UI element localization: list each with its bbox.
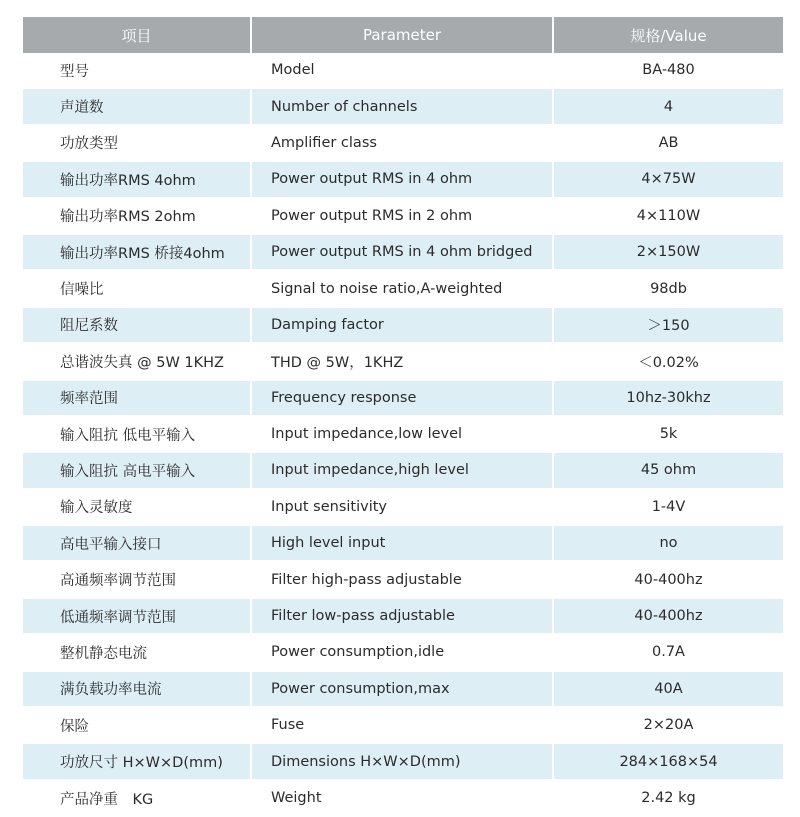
- table-header: [23, 17, 783, 53]
- table-row: [23, 235, 783, 271]
- cell-value: ＜0.02%: [554, 344, 783, 380]
- cell-value: 4: [554, 89, 783, 125]
- cell-parameter: Power consumption,idle: [252, 635, 554, 671]
- cell-parameter: Dimensions H×W×D(mm): [252, 744, 554, 780]
- cell-parameter: Damping factor: [252, 308, 554, 344]
- cell-chinese-label: 产品净重 KG: [23, 781, 252, 817]
- table-row: [23, 599, 783, 635]
- cell-parameter: Input impedance,high level: [252, 453, 554, 489]
- cell-value: 284×168×54: [554, 744, 783, 780]
- table-row: [23, 453, 783, 489]
- cell-chinese-label: 输入灵敏度: [23, 490, 252, 526]
- cell-chinese-label: 整机静态电流: [23, 635, 252, 671]
- cell-chinese-label: 高通频率调节范围: [23, 562, 252, 598]
- cell-value: 40-400hz: [554, 599, 783, 635]
- cell-parameter: Weight: [252, 781, 554, 817]
- cell-value: no: [554, 526, 783, 562]
- header-cn: 项目: [23, 17, 252, 53]
- table-row: [23, 490, 783, 526]
- cell-chinese-label: 输入阻抗 高电平输入: [23, 453, 252, 489]
- cell-value: 2×150W: [554, 235, 783, 271]
- cell-parameter: THD @ 5W，1KHZ: [252, 344, 554, 380]
- cell-parameter: Filter low-pass adjustable: [252, 599, 554, 635]
- table-row: [23, 635, 783, 671]
- cell-parameter: Input sensitivity: [252, 490, 554, 526]
- cell-value: 98db: [554, 271, 783, 307]
- table-row: [23, 162, 783, 198]
- cell-parameter: Signal to noise ratio,A-weighted: [252, 271, 554, 307]
- table-row: [23, 417, 783, 453]
- cell-value: 45 ohm: [554, 453, 783, 489]
- cell-chinese-label: 功放类型: [23, 126, 252, 162]
- cell-value: 5k: [554, 417, 783, 453]
- cell-chinese-label: 输出功率RMS 2ohm: [23, 199, 252, 235]
- spec-table: [23, 17, 783, 817]
- cell-chinese-label: 输出功率RMS 桥接4ohm: [23, 235, 252, 271]
- cell-value: BA-480: [554, 53, 783, 89]
- cell-value: 1-4V: [554, 490, 783, 526]
- cell-chinese-label: 功放尺寸 H×W×D(mm): [23, 744, 252, 780]
- cell-parameter: Power output RMS in 4 ohm bridged: [252, 235, 554, 271]
- cell-chinese-label: 输入阻抗 低电平输入: [23, 417, 252, 453]
- table-row: [23, 672, 783, 708]
- table-row: [23, 89, 783, 125]
- header-parameter: Parameter: [252, 17, 554, 53]
- header-row: [23, 17, 783, 53]
- cell-parameter: Model: [252, 53, 554, 89]
- cell-parameter: Amplifier class: [252, 126, 554, 162]
- table-row: [23, 708, 783, 744]
- header-value: 规格/Value: [554, 17, 783, 53]
- cell-value: AB: [554, 126, 783, 162]
- cell-chinese-label: 阻尼系数: [23, 308, 252, 344]
- cell-chinese-label: 满负载功率电流: [23, 672, 252, 708]
- cell-chinese-label: 高电平输入接口: [23, 526, 252, 562]
- cell-value: 0.7A: [554, 635, 783, 671]
- cell-value: 40A: [554, 672, 783, 708]
- table-row: [23, 344, 783, 380]
- cell-parameter: Number of channels: [252, 89, 554, 125]
- cell-chinese-label: 保险: [23, 708, 252, 744]
- cell-value: 4×75W: [554, 162, 783, 198]
- cell-chinese-label: 总谐波失真 @ 5W 1KHZ: [23, 344, 252, 380]
- cell-parameter: Power output RMS in 4 ohm: [252, 162, 554, 198]
- table-row: [23, 271, 783, 307]
- table-row: [23, 199, 783, 235]
- cell-chinese-label: 声道数: [23, 89, 252, 125]
- cell-value: 2×20A: [554, 708, 783, 744]
- cell-parameter: High level input: [252, 526, 554, 562]
- table-body: [23, 53, 783, 817]
- cell-value: 40-400hz: [554, 562, 783, 598]
- cell-parameter: Fuse: [252, 708, 554, 744]
- table-row: [23, 526, 783, 562]
- table-row: [23, 126, 783, 162]
- cell-parameter: Frequency response: [252, 381, 554, 417]
- table-row: [23, 381, 783, 417]
- cell-parameter: Input impedance,low level: [252, 417, 554, 453]
- table-row: [23, 308, 783, 344]
- cell-value: ＞150: [554, 308, 783, 344]
- cell-chinese-label: 信噪比: [23, 271, 252, 307]
- cell-value: 2.42 kg: [554, 781, 783, 817]
- cell-chinese-label: 频率范围: [23, 381, 252, 417]
- cell-chinese-label: 低通频率调节范围: [23, 599, 252, 635]
- table-row: [23, 53, 783, 89]
- cell-chinese-label: 输出功率RMS 4ohm: [23, 162, 252, 198]
- cell-parameter: Filter high-pass adjustable: [252, 562, 554, 598]
- cell-value: 10hz-30khz: [554, 381, 783, 417]
- cell-value: 4×110W: [554, 199, 783, 235]
- table-row: [23, 744, 783, 780]
- cell-parameter: Power consumption,max: [252, 672, 554, 708]
- table-row: [23, 781, 783, 817]
- cell-parameter: Power output RMS in 2 ohm: [252, 199, 554, 235]
- cell-chinese-label: 型号: [23, 53, 252, 89]
- table-row: [23, 562, 783, 598]
